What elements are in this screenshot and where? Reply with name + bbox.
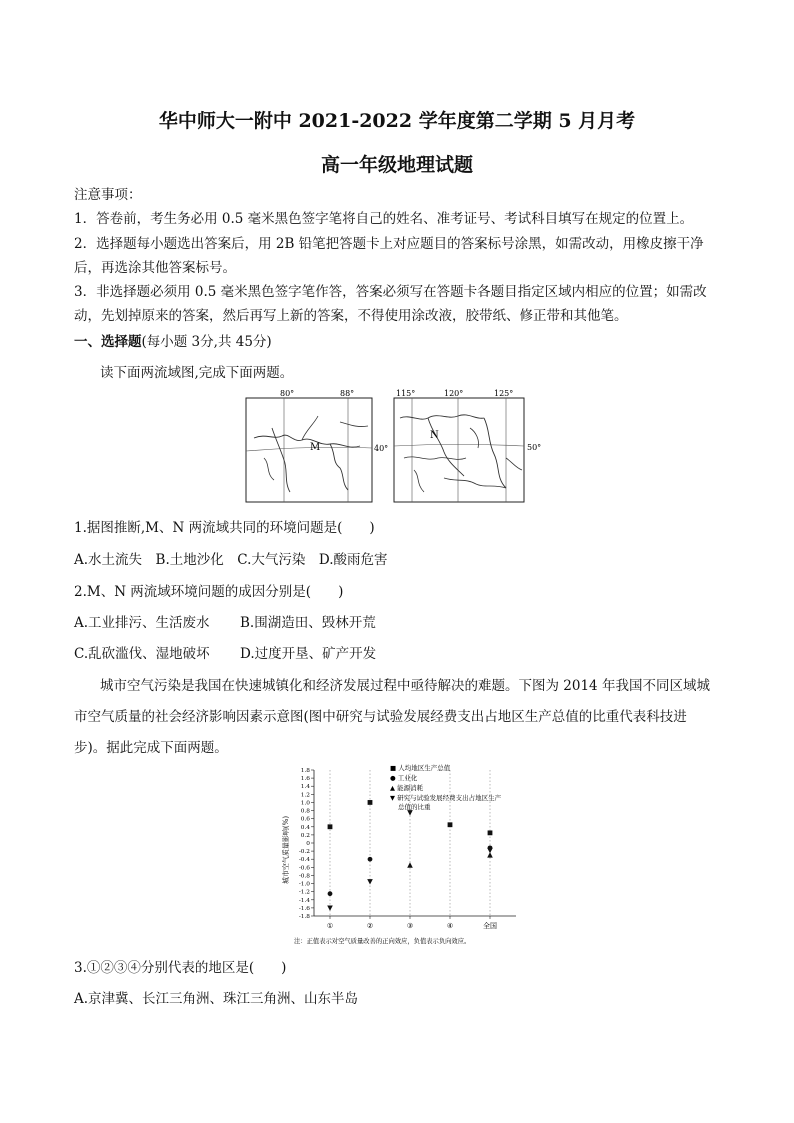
y-tick-label: 0.4: [300, 824, 310, 831]
y-tick-label: -1.6: [298, 905, 310, 912]
page-title: 华中师大一附中 2021-2022 学年度第二学期 5 月月考: [158, 110, 636, 132]
point-gdp-per-capita: [448, 822, 453, 827]
section-title: 一、选择题: [74, 334, 142, 350]
question-1: 1.据图推断,M、N 两流域共同的环境问题是( ): [74, 520, 375, 536]
map-n-lon-a: 115°: [396, 389, 416, 398]
y-tick-label: -0.6: [298, 865, 310, 872]
point-industrialization: [368, 857, 373, 862]
y-tick-label: -1.4: [298, 897, 310, 904]
question-2-option-a: A.工业排污、生活废水: [74, 615, 210, 631]
legend-item-3: ▲ 能源消耗: [390, 784, 424, 792]
notice-heading: 注意事项：: [74, 187, 142, 203]
x-tick-label: ④: [446, 922, 454, 930]
intro-chart-line-3: 步)。据此完成下面两题。: [74, 740, 228, 756]
question-2-option-d: D.过度开垦、矿产开发: [240, 646, 377, 662]
chart-note: 注：正值表示对空气质量改善的正向效应，负值表示负向效应。: [294, 938, 471, 945]
question-2-option-b: B.围湖造田、毁林开荒: [240, 615, 376, 631]
air-quality-chart: [276, 760, 528, 950]
point-rd-expenditure: [367, 879, 373, 884]
legend-item-4: ▼ 研究与试验发展经费支出占地区生产: [390, 794, 502, 802]
map-m-lat: 40°: [374, 444, 389, 453]
notice-line-4: 3．非选择题必须用 0.5 毫米黑色签字笔作答，答案必须写在答题卡各题目指定区域内相应的位置；如需改: [74, 284, 707, 300]
point-gdp-per-capita: [488, 830, 493, 835]
page-subtitle: 高一年级地理试题: [320, 154, 473, 176]
x-tick-label: 全国: [483, 922, 497, 930]
question-2-option-c: C.乱砍滥伐、湿地破坏: [74, 646, 210, 662]
y-tick-label: -0.4: [298, 857, 310, 864]
question-1-options: A.水土流失 B.土地沙化 C.大气污染 D.酸雨危害: [74, 552, 388, 568]
y-tick-label: 1.2: [300, 792, 310, 799]
x-tick-label: ②: [366, 922, 374, 930]
y-tick-label: 1.4: [300, 784, 310, 791]
legend-item-5: 总值的比重: [398, 803, 431, 811]
section-note: (每小题 3分,共 45分): [141, 334, 272, 350]
point-rd-expenditure: [487, 848, 493, 853]
map-n-lat: 50°: [527, 443, 542, 452]
map-m-lon-a: 80°: [280, 389, 295, 398]
intro-maps: 读下面两流域图,完成下面两题。: [100, 365, 294, 381]
y-tick-label: 0.2: [300, 832, 310, 839]
y-tick-label: 1.8: [300, 768, 310, 774]
y-tick-label: 1.0: [300, 800, 310, 807]
y-tick-label: 0: [306, 841, 310, 847]
map-n: [394, 389, 541, 502]
map-n-lon-b: 120°: [444, 389, 464, 398]
notice-line-1: 1．答卷前，考生务必用 0.5 毫米黑色签字笔将自己的姓名、准考证号、考试科目填写在规定的位置上。: [74, 211, 694, 227]
y-tick-label: 0.6: [300, 816, 310, 823]
point-gdp-per-capita: [328, 824, 333, 829]
intro-chart-line-1: 城市空气污染是我国在快速城镇化和经济发展过程中亟待解决的难题。下图为 2014 年我国不同区域城: [100, 678, 710, 694]
section-heading: [74, 330, 272, 350]
notice-line-3: 后，再选涂其他答案标号。: [74, 260, 236, 276]
map-m: [246, 389, 388, 502]
map-m-label: M: [310, 442, 321, 453]
map-m-lon-b: 88°: [340, 389, 355, 398]
question-2: 2.M、N 两流域环境问题的成因分别是( ): [74, 584, 344, 600]
chart-legend: [390, 763, 502, 811]
notice-line-2: 2．选择题每小题选出答案后，用 2B 铅笔把答题卡上对应题目的答案标号涂黑，如需改动，用橡皮擦干净: [74, 236, 704, 252]
x-tick-label: ①: [326, 922, 334, 930]
question-3-option-a: A.京津冀、长江三角洲、珠江三角洲、山东半岛: [74, 991, 359, 1007]
notice-line-5: 动，先划掉原来的答案，然后再写上新的答案，不得使用涂改液，胶带纸、修正带和其他笔。: [74, 308, 628, 324]
y-tick-label: -0.8: [298, 873, 310, 880]
map-n-lon-c: 125°: [494, 389, 514, 398]
point-rd-expenditure: [327, 905, 333, 910]
y-tick-label: -0.2: [298, 849, 310, 856]
point-gdp-per-capita: [368, 800, 373, 805]
point-industrialization: [328, 891, 333, 896]
legend-item-1: ■ 人均地区生产总值: [390, 764, 451, 772]
map-n-label: N: [430, 430, 439, 441]
y-tick-label: -1.8: [298, 914, 310, 920]
point-energy-consumption: [407, 862, 413, 867]
y-tick-label: -1.0: [298, 881, 310, 888]
intro-chart-line-2: 市空气质量的社会经济影响因素示意图(图中研究与试验发展经费支出占地区生产总值的比重代表科技进: [74, 709, 687, 725]
question-3: 3.①②③④分别代表的地区是( ): [74, 960, 287, 976]
watershed-maps: [244, 388, 554, 506]
x-tick-label: ③: [406, 922, 414, 930]
y-tick-label: -1.2: [298, 889, 310, 896]
y-tick-label: 1.6: [300, 776, 310, 783]
legend-item-2: ● 工业化: [390, 774, 418, 782]
y-tick-label: 0.8: [300, 808, 310, 815]
chart-ylabel: 城市空气质量影响(%): [282, 815, 290, 885]
